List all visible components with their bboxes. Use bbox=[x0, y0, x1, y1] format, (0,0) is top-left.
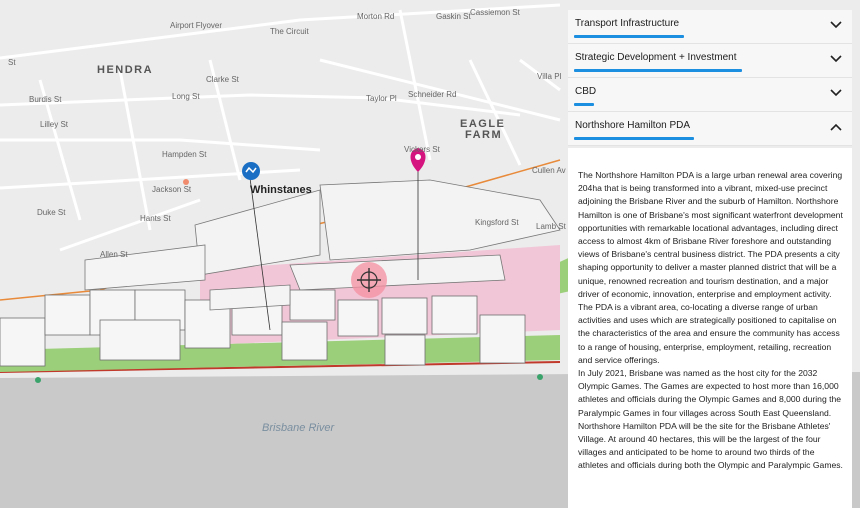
street-label: Lilley St bbox=[40, 120, 69, 129]
suburb-label-hendra: HENDRA bbox=[97, 64, 154, 76]
street-label: Jackson St bbox=[152, 185, 192, 194]
accordion-title: Transport Infrastructure bbox=[575, 18, 680, 29]
street-label: Hampden St bbox=[162, 150, 207, 159]
suburb-label-farm: FARM bbox=[465, 129, 503, 141]
street-label: Burdis St bbox=[29, 95, 62, 104]
street-label: Lamb St bbox=[536, 222, 566, 231]
accordion-underline bbox=[574, 103, 594, 106]
suburb-label-eagle: EAGLE bbox=[460, 118, 506, 130]
accordion-title: Northshore Hamilton PDA bbox=[575, 120, 691, 131]
move-icon[interactable] bbox=[351, 262, 387, 298]
street-label: Cassiemon St bbox=[470, 8, 520, 17]
street-label: Cullen Av bbox=[532, 166, 566, 175]
accordion-underline bbox=[574, 35, 684, 38]
accordion-cbd[interactable] bbox=[568, 78, 852, 112]
street-label: Taylor Pl bbox=[366, 94, 397, 103]
whinstanes-pin[interactable] bbox=[242, 162, 260, 180]
street-label: The Circuit bbox=[270, 27, 309, 36]
street-label: Allen St bbox=[100, 250, 128, 259]
street-label: Schneider Rd bbox=[408, 90, 457, 99]
poi-label-whinstanes: Whinstanes bbox=[250, 184, 312, 196]
accordion-northshore-hamilton-pda[interactable] bbox=[568, 112, 852, 146]
accordion-transport-infrastructure[interactable] bbox=[568, 10, 852, 44]
street-label: Morton Rd bbox=[357, 12, 395, 21]
street-label: Long St bbox=[172, 92, 200, 101]
park-marker[interactable] bbox=[35, 377, 41, 383]
park-marker-east[interactable] bbox=[537, 374, 543, 380]
street-label: Duke St bbox=[37, 208, 66, 217]
accordion-title: CBD bbox=[575, 86, 597, 97]
accordion-strategic-development[interactable] bbox=[568, 44, 852, 78]
chevron-up-icon[interactable] bbox=[830, 123, 842, 131]
chevron-down-icon[interactable] bbox=[830, 21, 842, 29]
street-label: Villa Pl bbox=[537, 72, 562, 81]
chevron-down-icon[interactable] bbox=[830, 89, 842, 97]
street-label: Vickers St bbox=[404, 145, 440, 154]
street-label: Gaskin St bbox=[436, 12, 471, 21]
river-label: Brisbane River bbox=[262, 422, 335, 434]
paragraph: The Northshore Hamilton PDA is a large urban renewal area covering 204ha that is being transformed into a vibrant, mixed-use precinct adjoining the Brisbane River and the suburb of Hamilton. Northshore Hamilton is one of Brisbane's most significant waterfront development opportunities with remarkable locational advantages, including direct access to almost 4km of Brisbane River foreshore and outstanding views of Brisbane's central business district. The PDA presents a city shaping opportunity to deliver a master planned district that will be a unique, renowned recreation and tourism destination, and a major driver of economic, innovation, enterprise and employment activity. The PDA is a vibrant area, co-locating a diverse range of urban activities and uses which are strategically positioned to capitalise on the characteristics of the area and ensure the community has access to a range of housing, enterprise, employment, retailing, recreation and service offerings. bbox=[578, 170, 843, 365]
info-panel bbox=[568, 10, 852, 508]
street-label: Hants St bbox=[140, 214, 171, 223]
street-label: Clarke St bbox=[206, 75, 239, 84]
street-label: Kingsford St bbox=[475, 218, 519, 227]
accordion-underline bbox=[574, 69, 742, 72]
chevron-down-icon[interactable] bbox=[830, 55, 842, 63]
accordion-underline bbox=[574, 137, 694, 140]
accordion-content bbox=[568, 148, 852, 508]
street-label: St bbox=[8, 58, 16, 67]
street-label: Airport Flyover bbox=[170, 21, 223, 30]
accordion-title: Strategic Development + Investment bbox=[575, 52, 737, 63]
paragraph: In July 2021, Brisbane was named as the host city for the 2032 Olympic Games. The Games are expected to host more than 16,000 athletes and officials during the Olympic Games and 8,000 during the Paralympic Games in four villages across South East Queensland. Northshore Hamilton PDA will be the site for the Brisbane Athletes' Village. At around 40 hectares, this will be the largest of the four villages and anticipated to be home to around two thirds of the athletes and officials during both the Olympic and Paralympic Games. bbox=[578, 368, 843, 471]
